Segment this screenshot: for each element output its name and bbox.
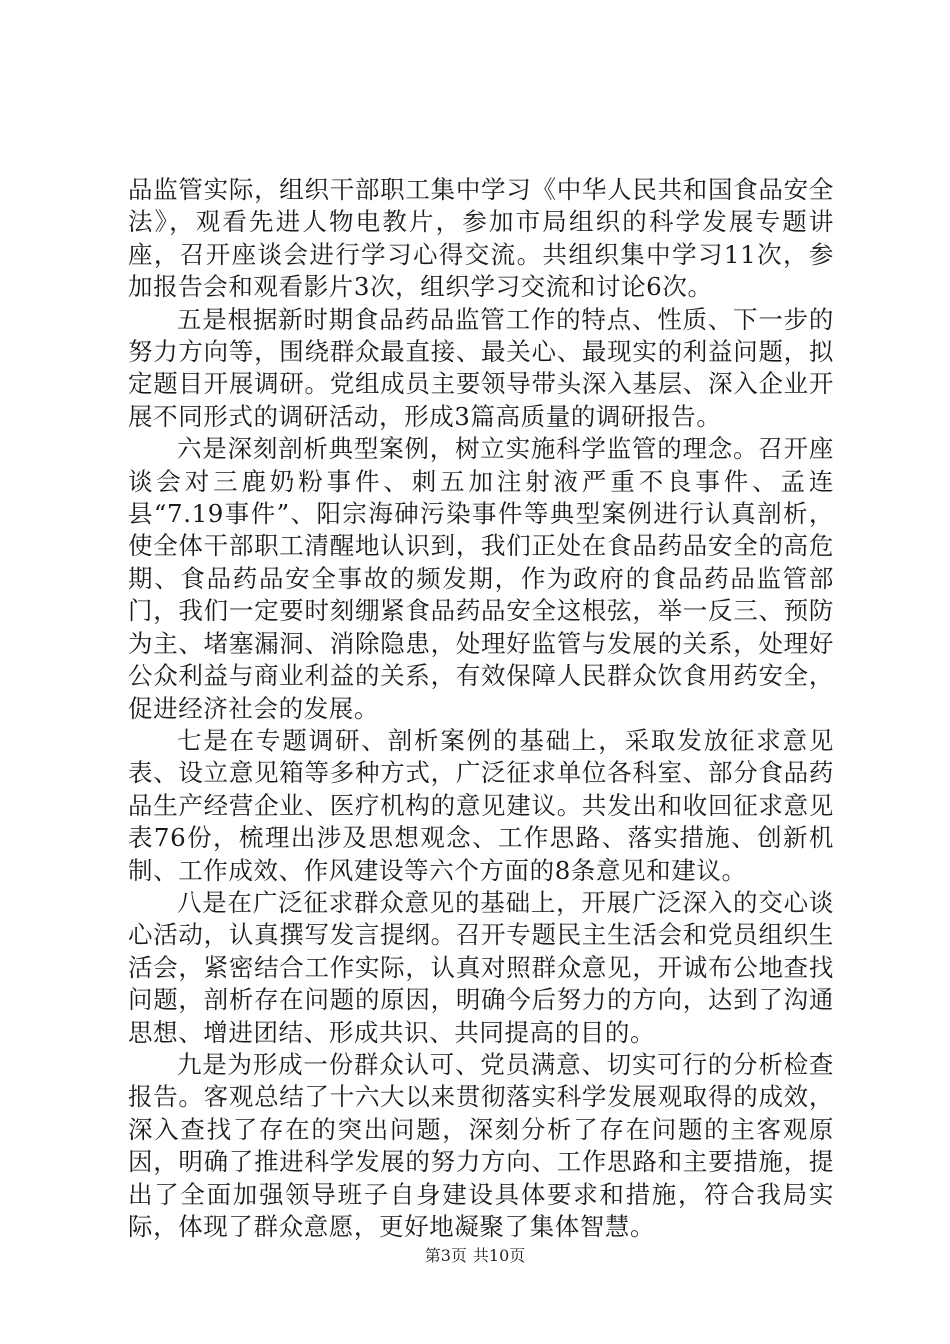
paragraph-eight-talks: 八是在广泛征求群众意见的基础上，开展广泛深入的交心谈心活动，认真撰写发言提纲。召开专题民主生活会和党员组织生活会，紧密结合工作实际，认真对照群众意见，开诚布公地查找问题，剖析存在问题的原因，明确今后努力的方向，达到了沟通思想、增进团结、形成共识、共同提高的目的。 <box>128 887 834 1047</box>
paragraph-six-cases: 六是深刻剖析典型案例，树立实施科学监管的理念。召开座谈会对三鹿奶粉事件、刺五加注射液严重不良事件、孟连县“7.19事件”、阳宗海砷污染事件等典型案例进行认真剖析，使全体干部职工清醒地认识到，我们正处在食品药品安全的高危期、食品药品安全事故的频发期，作为政府的食品药品监管部门，我们一定要时刻绷紧食品药品安全这根弦，举一反三、预防为主、堵塞漏洞、消除隐患，处理好监管与发展的关系，处理好公众利益与商业利益的关系，有效保障人民群众饮食用药安全，促进经济社会的发展。 <box>128 434 834 723</box>
paragraph-nine-report: 九是为形成一份群众认可、党员满意、切实可行的分析检查报告。客观总结了十六大以来贯彻落实科学发展观取得的成效，深入查找了存在的突出问题，深刻分析了存在问题的主客观原因，明确了推进科学发展的努力方向、工作思路和主要措施，提出了全面加强领导班子自身建设具体要求和措施，符合我局实际，体现了群众意愿，更好地凝聚了集体智慧。 <box>128 1049 834 1241</box>
page-footer <box>0 1246 950 1266</box>
paragraph-study: 品监管实际，组织干部职工集中学习《中华人民共和国食品安全法》，观看先进人物电教片，参加市局组织的科学发展专题讲座，召开座谈会进行学习心得交流。共组织集中学习11次，参加报告会和观看影片3次，组织学习交流和讨论6次。 <box>128 175 834 302</box>
page-total: 共10页 <box>472 1246 526 1265</box>
document-body <box>128 174 834 1243</box>
page-number: 第3页 <box>424 1246 467 1265</box>
paragraph-seven-opinions: 七是在专题调研、剖析案例的基础上，采取发放征求意见表、设立意见箱等多种方式，广泛征求单位各科室、部分食品药品生产经营企业、医疗机构的意见建议。共发出和收回征求意见表76份，梳理出涉及思想观念、工作思路、落实措施、创新机制、工作成效、作风建设等六个方面的8条意见和建议。 <box>128 725 834 885</box>
paragraph-five-research: 五是根据新时期食品药品监管工作的特点、性质、下一步的努力方向等，围绕群众最直接、最关心、最现实的利益问题，拟定题目开展调研。党组成员主要领导带头深入基层、深入企业开展不同形式的调研活动，形成3篇高质量的调研报告。 <box>128 304 834 431</box>
